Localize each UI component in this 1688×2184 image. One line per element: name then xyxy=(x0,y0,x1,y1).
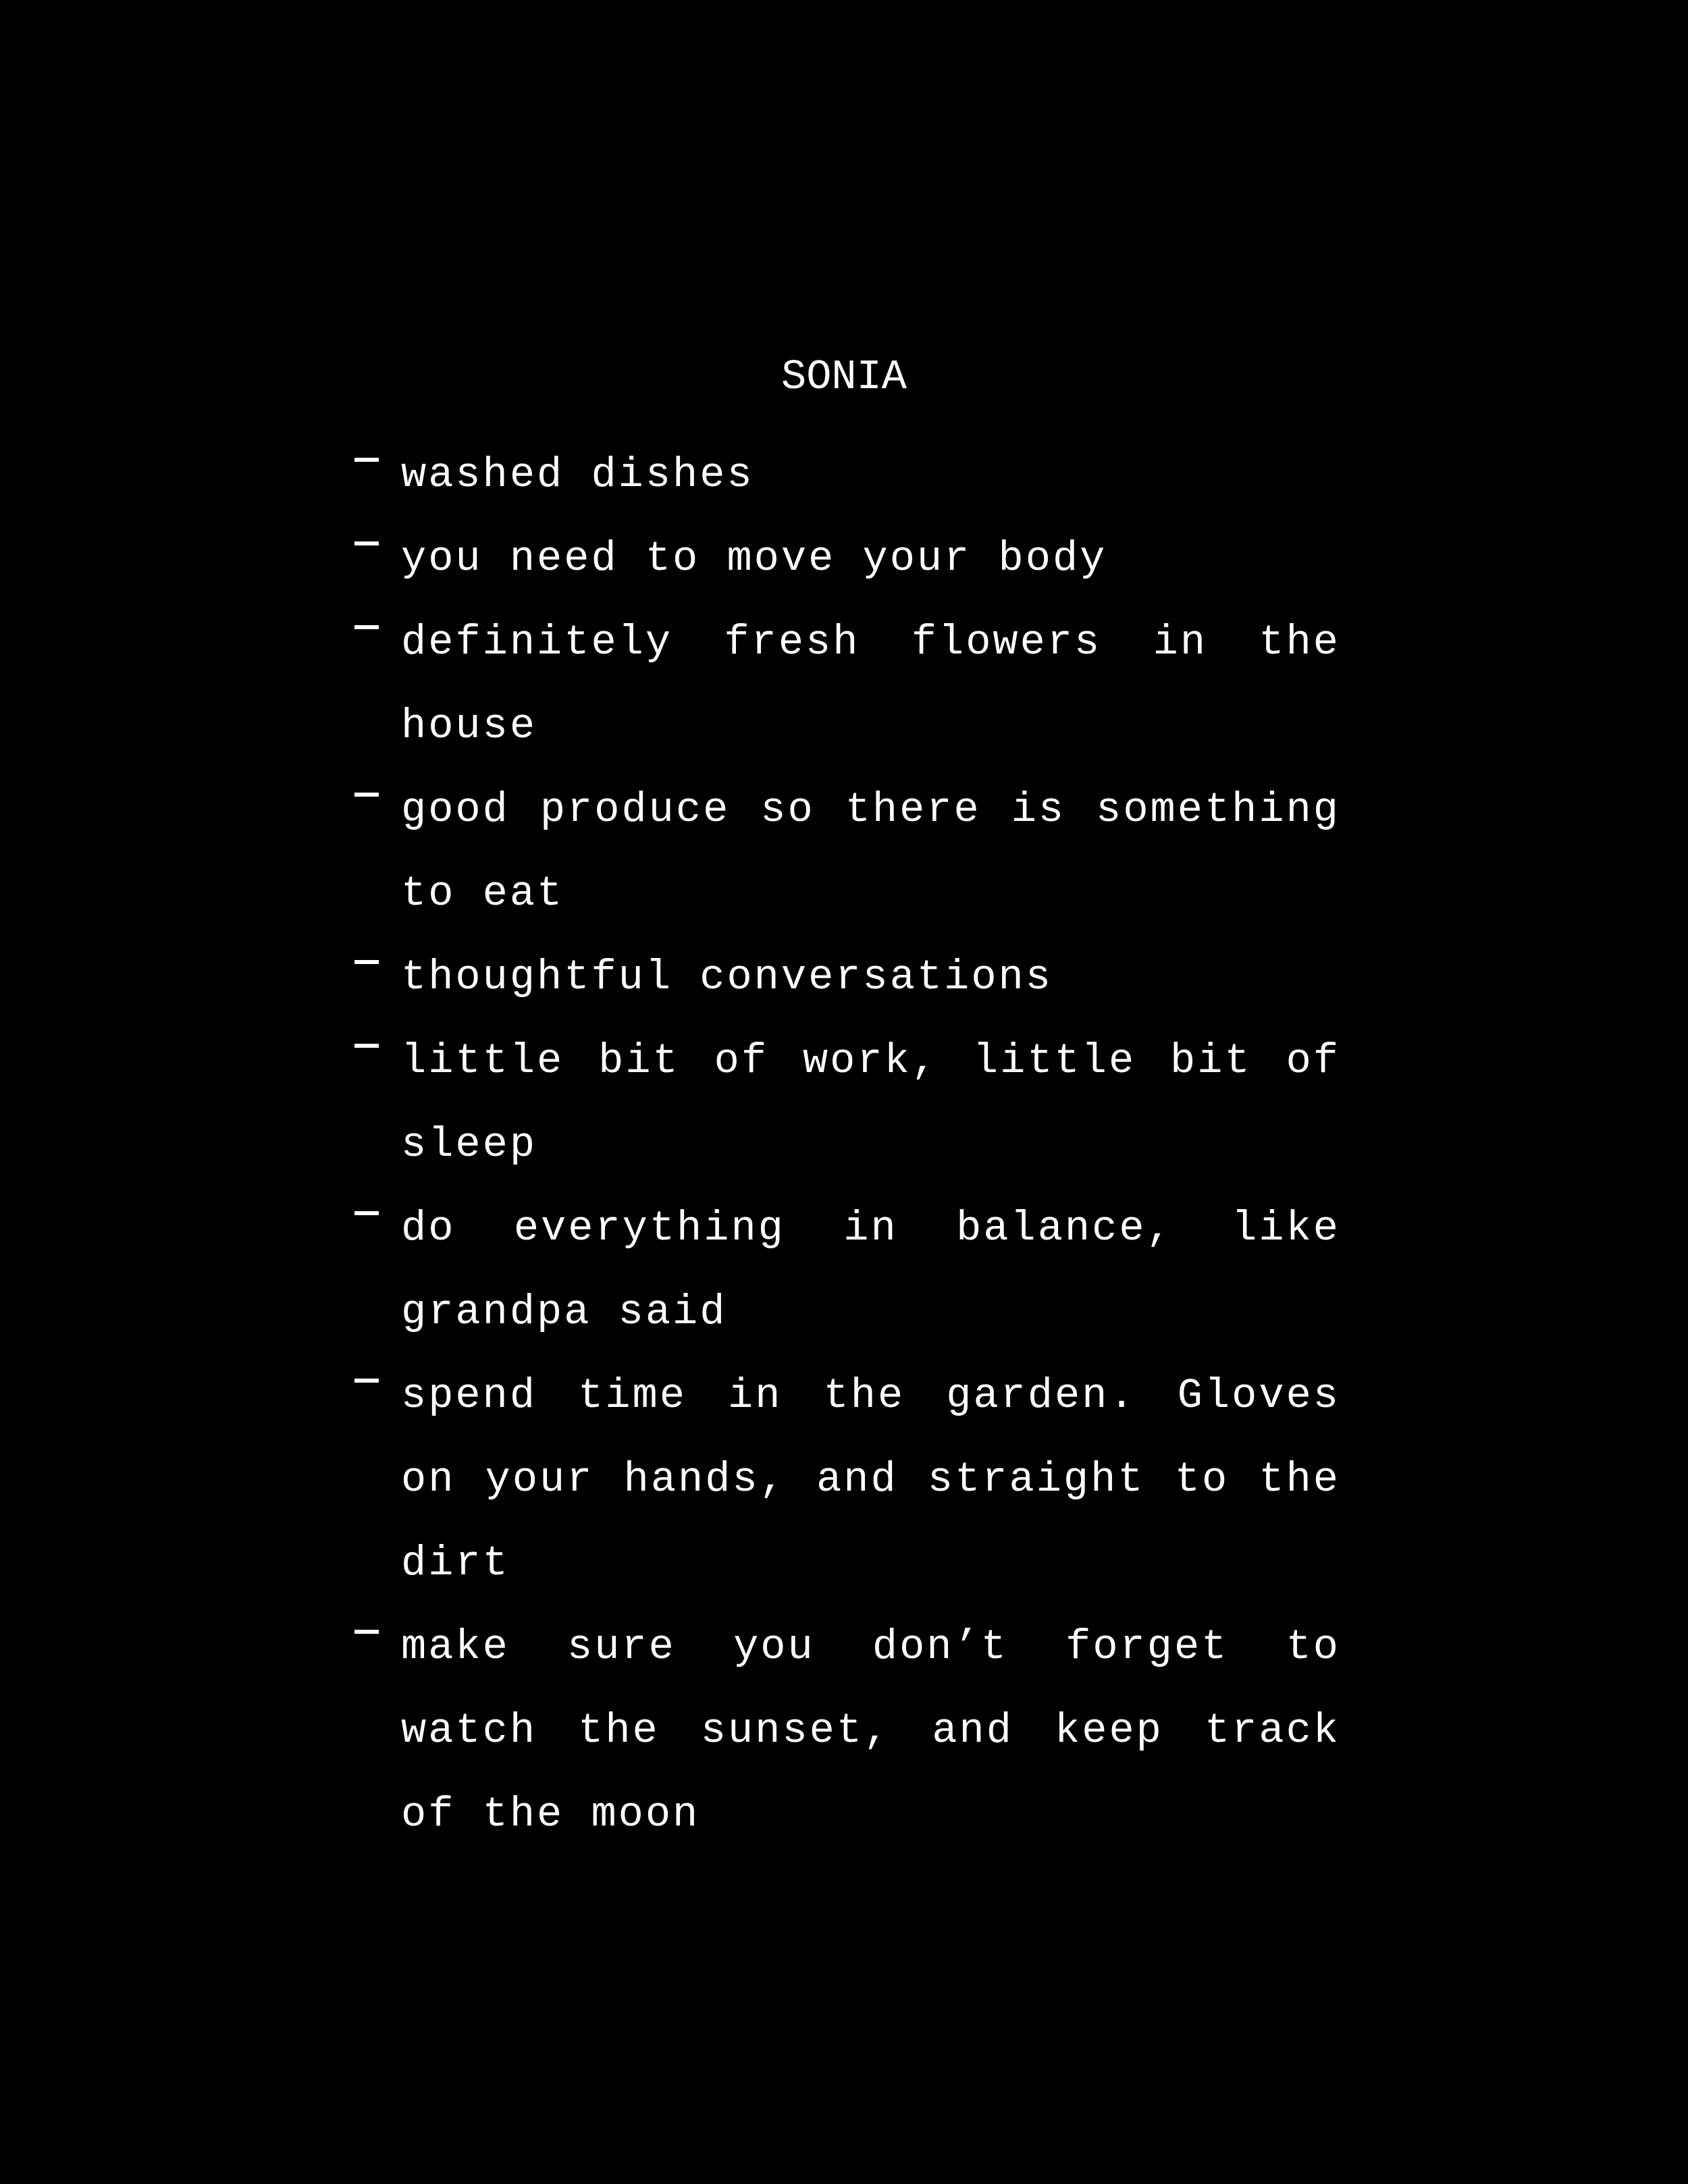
list-item xyxy=(348,601,1340,768)
dash-bullet-icon xyxy=(354,1211,379,1215)
list-item-text: good produce so there is something to eat xyxy=(401,786,1340,917)
list-item-text: little bit of work, little bit of sleep xyxy=(401,1037,1340,1169)
list-item-text: definitely fresh flowers in the house xyxy=(401,618,1340,750)
list-item xyxy=(348,433,1340,517)
dash-bullet-icon xyxy=(354,960,379,964)
list-item-text: make sure you don’t forget to watch the sunset, and keep track of the moon xyxy=(401,1623,1340,1838)
dash-bullet-icon xyxy=(354,1630,379,1634)
list-item xyxy=(348,1187,1340,1354)
list-item-text: spend time in the garden. Gloves on your hands, and straight to the dirt xyxy=(401,1372,1340,1587)
dash-bullet-icon xyxy=(354,625,379,629)
dash-bullet-icon xyxy=(354,458,379,462)
list-item xyxy=(348,1354,1340,1605)
dash-bullet-icon xyxy=(354,793,379,797)
list-item xyxy=(348,1019,1340,1187)
poem-title: SONIA xyxy=(781,353,907,401)
dash-bullet-icon xyxy=(354,1044,379,1048)
list-item-text: do everything in balance, like grandpa said xyxy=(401,1204,1340,1336)
list-item xyxy=(348,517,1340,601)
dash-bullet-icon xyxy=(354,541,379,545)
poem-list xyxy=(348,433,1340,1857)
list-item-text: you need to move your body xyxy=(401,535,1107,583)
dash-bullet-icon xyxy=(354,1379,379,1383)
list-item xyxy=(348,936,1340,1019)
list-item xyxy=(348,768,1340,936)
list-item-text: washed dishes xyxy=(401,451,754,499)
list-item-text: thoughtful conversations xyxy=(401,953,1053,1001)
list-item xyxy=(348,1605,1340,1857)
